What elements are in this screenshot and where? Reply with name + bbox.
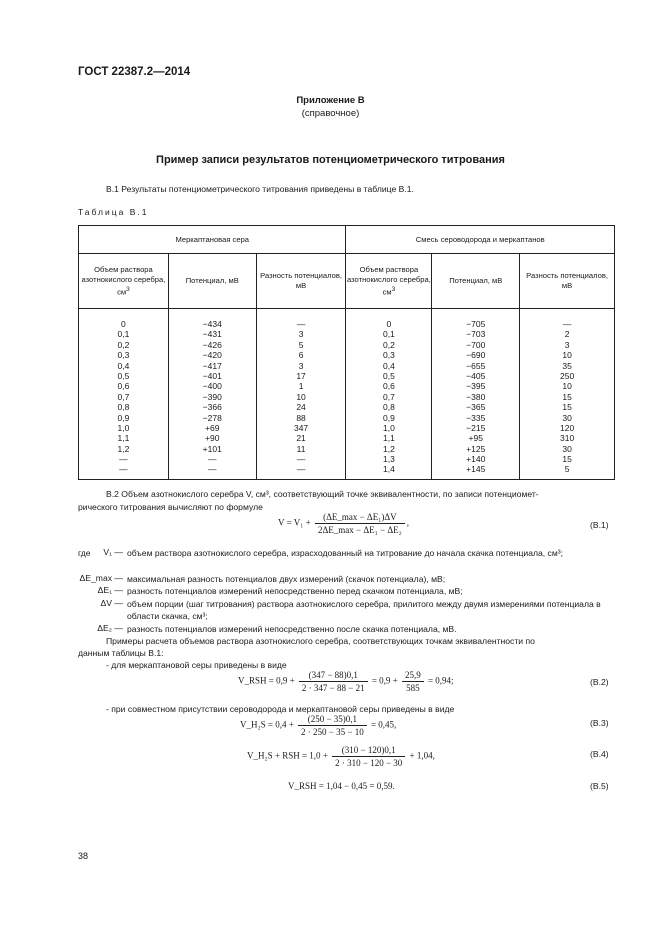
annex-subtitle: (справочное): [301, 108, 360, 119]
formula-b4-numerator: (310 − 120)0,1: [332, 745, 405, 757]
formula-b1-denominator: 2ΔE_max − ΔE₁ − ΔE₂: [317, 525, 402, 535]
formula-b4-denominator: 2 · 310 − 120 − 30: [335, 758, 403, 768]
formula-b2-mid: = 0,9 +: [371, 675, 398, 686]
paragraph-b2-line2: рического титрования вычисляют по формуле: [78, 502, 263, 512]
table-cell: −380: [466, 391, 486, 402]
table-cell: +90: [205, 433, 220, 444]
column-g2-volume: [346, 309, 432, 480]
table-cell: 347: [293, 422, 309, 433]
table-cell: 0,1: [383, 329, 395, 340]
formula-b2-fraction-2: [402, 670, 424, 693]
table-cell: −365: [466, 402, 486, 413]
table-cell: −431: [202, 329, 222, 340]
table-cell: −366: [202, 402, 222, 413]
equation-number-b3: (В.3): [590, 718, 609, 728]
table-cell: 1,1: [383, 433, 395, 444]
table-cell: 30: [562, 443, 572, 454]
formula-b2-lhs: V_RSH = 0,9 +: [238, 675, 295, 686]
table-cell: 0,9: [383, 412, 395, 423]
examples-line1: Примеры расчета объемов раствора азотнокислого серебра, соответствующих точкам эквивалентности по: [106, 636, 535, 646]
results-table: [78, 225, 615, 480]
column-g1-diff: [256, 309, 346, 480]
def-text-de2: разность потенциалов измерений непосредственно после скачка потенциала, мВ.: [127, 624, 457, 634]
table-cell: 0,8: [117, 402, 130, 413]
table-cell: 15: [562, 391, 572, 402]
table-cell: 6: [298, 350, 304, 361]
def-symbol-v1: V₁ —: [103, 547, 123, 557]
table-cell: −400: [202, 381, 222, 392]
table-cell: −434: [202, 319, 222, 329]
table-cell: −335: [466, 412, 486, 423]
def-symbol-dv: ΔV —: [100, 598, 123, 608]
col-header-volume-2: [346, 254, 432, 309]
table-cell: +69: [205, 422, 220, 433]
table-cell: −690: [466, 350, 486, 361]
table-cell: 3: [564, 339, 570, 350]
table-cell: +125: [466, 443, 486, 454]
table-cell: 1,2: [383, 443, 395, 454]
table-cell: —: [119, 464, 128, 475]
formula-b3-fraction: [298, 714, 367, 737]
col-header-diff-2: Разность потенциалов, мВ: [520, 254, 615, 309]
formula-b4-tail: + 1,04,: [409, 750, 435, 761]
col-volume-text-2: Объем раствора азотнокислого серебра, см: [347, 264, 431, 297]
table-cell: −703: [466, 329, 486, 340]
table-cell: 24: [296, 402, 306, 413]
table-cell: —: [296, 319, 306, 329]
table-cell: 1,1: [117, 433, 130, 444]
formula-b1-tail: ,: [406, 517, 409, 528]
mixture-intro: - при совместном присутствии сероводорода и меркаптановой серы приведены в виде: [106, 704, 455, 714]
table-cell: −278: [202, 412, 222, 423]
annex-title: Приложение В: [296, 95, 365, 106]
table-cell: −705: [466, 319, 486, 329]
table-cell: 0,3: [383, 350, 395, 361]
table-cell: 30: [562, 412, 572, 423]
formula-b2-denominator-1: 2 · 347 − 88 − 21: [301, 683, 365, 693]
table-cell: 5: [564, 464, 570, 475]
formula-b3-numerator: (250 − 35)0,1: [298, 714, 367, 726]
sup-3: 3: [126, 285, 130, 293]
table-cell: −700: [466, 339, 486, 350]
formula-b1-numerator: (ΔE_max − ΔE₁)ΔV: [315, 512, 405, 524]
table-cell: −215: [466, 422, 486, 433]
mercaptan-intro: - для меркаптановой серы приведены в виде: [106, 660, 287, 670]
table-cell: 10: [562, 381, 572, 392]
table-cell: −426: [202, 339, 222, 350]
column-g2-potential: [432, 309, 520, 480]
table-cell: 0: [386, 319, 392, 329]
table-cell: —: [208, 454, 217, 465]
table-cell: 11: [296, 443, 306, 454]
sup-3: 3: [391, 285, 396, 293]
formula-b2-denominator-2: 585: [406, 683, 420, 693]
table-cell: 0,7: [117, 391, 130, 402]
equation-number-b4: (В.4): [590, 749, 609, 759]
col-header-potential-2: Потенциал, мВ: [432, 254, 520, 309]
table-cell: 1,2: [117, 443, 130, 454]
group-header-mercaptan: Меркаптановая сера: [79, 226, 346, 254]
formula-b2: [238, 670, 454, 693]
table-cell: −401: [202, 370, 222, 381]
col-header-volume-1: [79, 254, 169, 309]
col-header-potential-1: Потенциал, мВ: [168, 254, 256, 309]
column-g1-volume: [79, 309, 169, 480]
formula-b4-lhs: V_H₂S + RSH = 1,0 +: [247, 750, 328, 761]
table-cell: 21: [296, 433, 306, 444]
table-cell: 0,1: [117, 329, 130, 340]
table-cell: 15: [562, 402, 572, 413]
where-label: где: [78, 548, 91, 558]
table-cell: +140: [466, 454, 486, 465]
equation-number-b5: (В.5): [590, 781, 609, 791]
table-cell: —: [562, 319, 572, 329]
table-cell: −405: [466, 370, 486, 381]
table-cell: 0,4: [117, 360, 130, 371]
table-cell: 88: [296, 412, 306, 423]
table-cell: 0,2: [117, 339, 130, 350]
table-caption: Таблица В.1: [78, 207, 149, 217]
table-cell: 1,4: [383, 464, 395, 475]
table-cell: 5: [298, 339, 304, 350]
formula-b2-tail: = 0,94;: [427, 675, 454, 686]
table-cell: 0: [121, 319, 126, 329]
table-cell: 0,8: [383, 402, 395, 413]
table-cell: 0,7: [383, 391, 395, 402]
table-cell: 10: [296, 391, 306, 402]
table-cell: 3: [298, 329, 304, 340]
def-text-de1: разность потенциалов измерений непосредственно перед скачком потенциала, мВ;: [127, 586, 463, 596]
table-cell: 0,3: [117, 350, 130, 361]
group-header-mixture: Смесь сероводорода и меркаптанов: [346, 226, 615, 254]
formula-b4: [247, 745, 435, 768]
table-cell: 0,4: [383, 360, 395, 371]
table-cell: 2: [564, 329, 570, 340]
table-cell: 0,5: [117, 370, 130, 381]
examples-line2: данным таблицы В.1:: [78, 648, 164, 658]
formula-b1: [278, 512, 409, 535]
equation-number-b2: (В.2): [590, 677, 609, 687]
table-cell: 310: [559, 433, 575, 444]
formula-b2-fraction-1: [299, 670, 368, 693]
table-cell: —: [119, 454, 128, 465]
table-cell: 35: [562, 360, 572, 371]
table-cell: 3: [298, 360, 304, 371]
table-cell: 15: [562, 454, 572, 465]
col-header-diff-1: Разность потенциалов, мВ: [256, 254, 346, 309]
table-cell: −395: [466, 381, 486, 392]
formula-b3-denominator: 2 · 250 − 35 − 10: [301, 727, 364, 737]
table-cell: 1,3: [383, 454, 395, 465]
page-number: 38: [78, 851, 89, 861]
column-g2-diff: [520, 309, 615, 480]
table-cell: 0,6: [383, 381, 395, 392]
document-id: ГОСТ 22387.2—2014: [78, 66, 191, 78]
formula-b3-lhs: V_H₂S = 0,4 +: [240, 719, 294, 730]
table-cell: 17: [296, 370, 306, 381]
table-cell: 1,0: [383, 422, 395, 433]
table-cell: 0,9: [117, 412, 130, 423]
table-cell: +95: [468, 433, 483, 444]
table-cell: 0,2: [383, 339, 395, 350]
def-symbol-de1: ΔE₁ —: [97, 585, 123, 595]
table-cell: 10: [562, 350, 572, 361]
table-cell: −420: [202, 350, 222, 361]
table-cell: —: [296, 454, 306, 465]
formula-b3: [240, 714, 396, 737]
table-cell: 1,0: [117, 422, 130, 433]
formula-b3-tail: = 0,45,: [370, 719, 397, 730]
table-cell: 0,5: [383, 370, 395, 381]
column-g1-potential: [168, 309, 256, 480]
table-cell: 250: [559, 370, 575, 381]
def-text-demax: максимальная разность потенциалов двух измерений (скачок потенциала), мВ;: [127, 574, 446, 584]
formula-b2-numerator-1: (347 − 88)0,1: [299, 670, 368, 682]
table-cell: +101: [202, 443, 222, 454]
formula-b4-fraction: [332, 745, 405, 768]
formula-b1-lhs: V = V₁ +: [278, 517, 311, 528]
col-volume-text-1: Объем раствора азотнокислого серебра, см: [81, 264, 166, 297]
formula-b1-fraction: [315, 512, 405, 535]
paragraph-b2-line1: В.2 Объем азотнокислого серебра V, см³, соответствующий точке эквивалентности, по записи потенциомет-: [106, 489, 539, 499]
table-cell: —: [296, 464, 306, 475]
table-cell: −390: [202, 391, 222, 402]
table-cell: 1: [298, 381, 304, 392]
table-cell: −655: [466, 360, 486, 371]
formula-b5: V_RSH = 1,04 − 0,45 = 0,59.: [288, 781, 395, 791]
section-title: Пример записи результатов потенциометрического титрования: [156, 154, 505, 166]
def-text-v1: объем раствора азотнокислого серебра, израсходованный на титрование до начала скачка потенциала, см³;: [127, 548, 563, 558]
table-cell: 0,6: [117, 381, 130, 392]
table-cell: —: [208, 464, 217, 475]
table-cell: −417: [202, 360, 222, 371]
def-symbol-de2: ΔE₂ —: [97, 623, 123, 633]
formula-b2-numerator-2: 25,9: [402, 670, 424, 682]
def-text-dv: объем порции (шаг титрования) раствора азотнокислого серебра, прилитого между двумя измерениями потенциала в области скачка, см³;: [127, 599, 601, 621]
equation-number-b1: (В.1): [590, 520, 609, 530]
table-cell: 120: [559, 422, 575, 433]
paragraph-b1: В.1 Результаты потенциометрического титрования приведены в таблице В.1.: [106, 184, 414, 194]
def-symbol-demax: ΔE_max —: [79, 573, 123, 583]
table-cell: +145: [466, 464, 486, 475]
